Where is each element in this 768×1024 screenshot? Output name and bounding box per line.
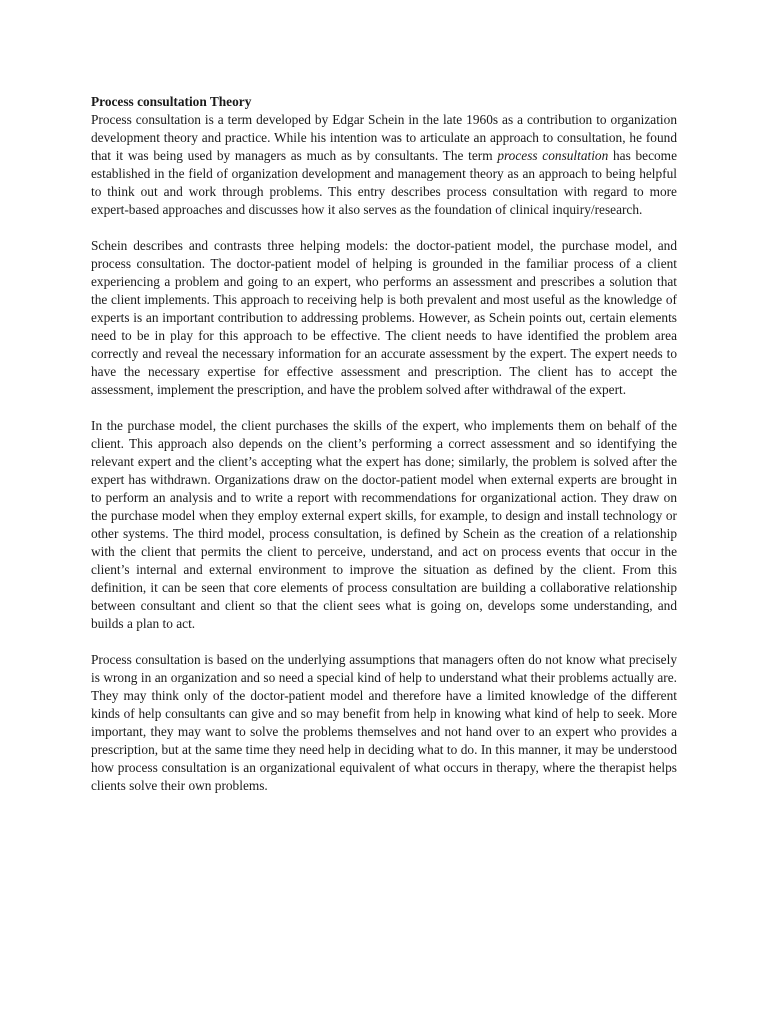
paragraph-2: Schein describes and contrasts three helping models: the doctor-patient model, the purchase model, and process consultation. The doctor-patient model of helping is grounded in the familiar process of a client experiencing a problem and going to an expert, who performs an assessment and prescribes a solution that the client implements. This approach to receiving help is both prevalent and most useful as the knowledge of experts is an important contribution to addressing problems. However, as Schein points out, certain elements need to be in play for this approach to be effective. The client needs to have identified the problem area correctly and reveal the necessary information for an accurate assessment by the expert. The expert needs to have the necessary expertise for effective assessment and prescription. The client has to accept the assessment, implement the prescription, and have the problem solved after withdrawal of the expert. xyxy=(91,238,677,397)
paragraph-1-emphasis: process consultation xyxy=(497,148,609,163)
paragraph-1-text-a: Process consultation is a term developed by Edgar Schein in the late 1960s as a contribution to organization development theory and practice. While his intention was to articulate an approach to consultation, he found that it was being used by managers as much as by consultants. The term xyxy=(91,112,677,163)
document-page xyxy=(91,93,677,813)
paragraph-3: In the purchase model, the client purchases the skills of the expert, who implements them on behalf of the client. This approach also depends on the client’s performing a correct assessment and so identifying the relevant expert and the client’s accepting what the expert has done; similarly, the problem is solved after the expert has withdrawn. Organizations draw on the doctor-patient model when external experts are brought in to perform an analysis and to write a report with recommendations for organizational action. They draw on the purchase model when they employ external expert skills, for example, to design and install technology or other systems. The third model, process consultation, is defined by Schein as the creation of a relationship with the client that permits the client to perceive, understand, and act on process events that occur in the client’s internal and external environment to improve the situation as defined by the client. From this definition, it can be seen that core elements of process consultation are building a collaborative relationship between consultant and client so that the client sees what is going on, develops some understanding, and builds a plan to act. xyxy=(91,418,677,631)
paragraph-1-text-b: has become established in the field of organization development and management theory as an approach to being helpful to think out and work through problems. This entry describes process consultation with regard to more expert-based approaches and discusses how it also serves as the foundation of clinical inquiry/research. xyxy=(91,148,677,217)
document-title: Process consultation Theory xyxy=(91,94,252,109)
paragraph-4: Process consultation is based on the underlying assumptions that managers often do not know what precisely is wrong in an organization and so need a special kind of help to understand what their problems actually are. They may think only of the doctor-patient model and therefore have a limited knowledge of the different kinds of help consultants can give and so may benefit from help in knowing what kind of help to seek. More important, they may want to solve the problems themselves and not hand over to an expert who provides a prescription, but at the same time they need help in deciding what to do. In this manner, it may be understood how process consultation is an organizational equivalent of what occurs in therapy, where the therapist helps clients solve their own problems. xyxy=(91,652,677,793)
paragraph-1 xyxy=(91,111,677,219)
